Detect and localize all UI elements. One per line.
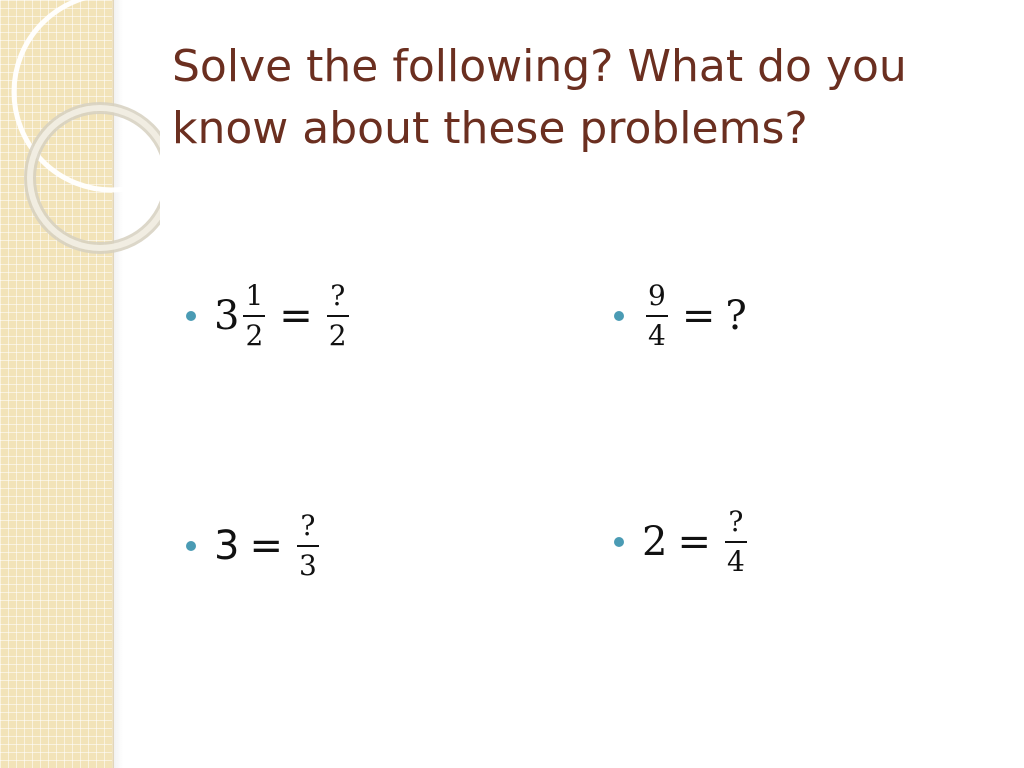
whole-number: 2 (642, 519, 668, 565)
denominator: 4 (726, 545, 745, 578)
slide-title: Solve the following? What do you know about these problems? (172, 41, 907, 154)
numerator: ? (330, 279, 346, 312)
bullet-icon (186, 311, 196, 321)
answer-fraction (297, 510, 319, 582)
decorative-rings (0, 0, 160, 260)
numerator: ? (728, 505, 744, 538)
answer: ? (725, 293, 747, 339)
bullet-icon (614, 537, 624, 547)
numerator: ? (300, 509, 316, 542)
bullet-icon (186, 541, 196, 551)
problem-mixed-number (186, 280, 353, 352)
equals-sign: = (249, 523, 283, 569)
denominator: 2 (245, 319, 264, 352)
whole-number: 3 (214, 523, 240, 569)
fraction (646, 280, 668, 352)
problem-whole-to-thirds (186, 510, 323, 582)
equals-sign: = (677, 519, 711, 565)
denominator: 2 (328, 319, 347, 352)
fraction (243, 280, 265, 352)
answer-fraction (725, 506, 747, 578)
numerator: 9 (648, 279, 666, 312)
bullet-icon (614, 311, 624, 321)
decorative-ring-small-highlight (30, 108, 160, 248)
denominator: 4 (648, 319, 666, 352)
equals-sign: = (681, 293, 716, 339)
whole-number: 3 (214, 293, 240, 339)
equals-sign: = (279, 293, 313, 339)
answer-fraction (327, 280, 349, 352)
denominator: 3 (298, 549, 317, 582)
problem-whole-to-fourths (614, 506, 751, 578)
problem-improper-fraction (614, 280, 747, 352)
numerator: 1 (245, 279, 264, 312)
